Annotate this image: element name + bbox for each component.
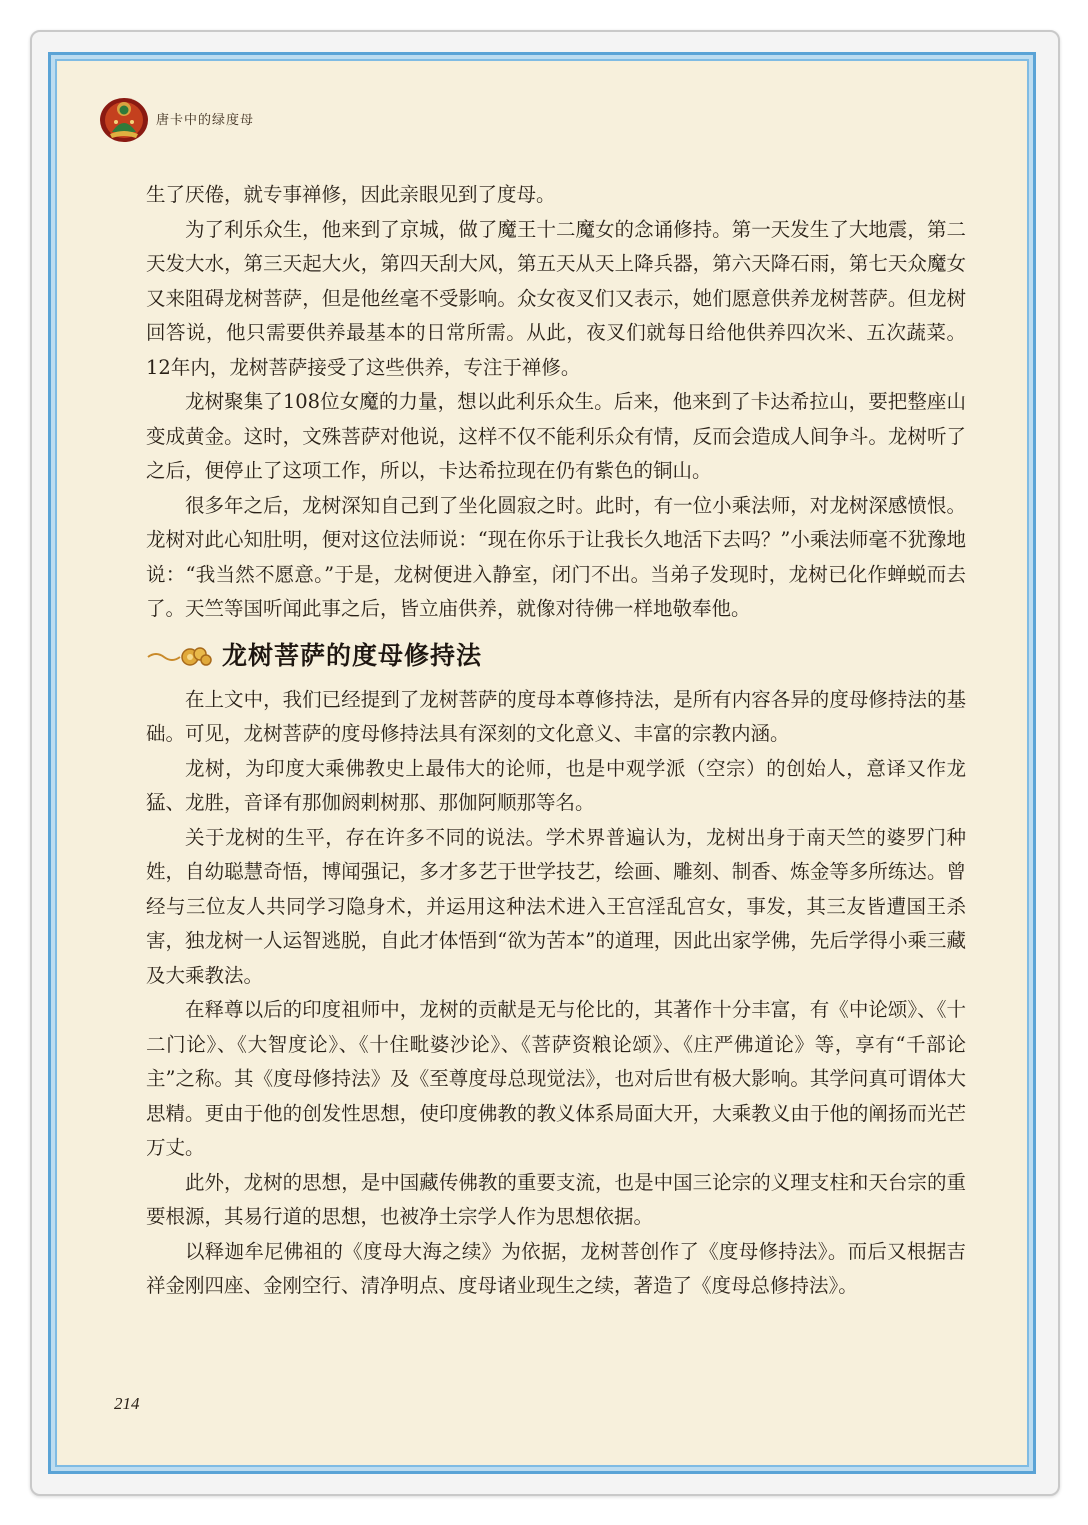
book-page (58, 62, 1026, 1464)
section-title: 龙树菩萨的度母修持法 (222, 641, 483, 671)
paragraph: 生了厌倦，就专事禅修，因此亲眼见到了度母。 (146, 183, 556, 206)
tara-thangka-icon (98, 92, 150, 144)
paragraph: 以释迦牟尼佛祖的《度母大海之续》为依据，龙树菩创作了《度母修持法》。而后又根据吉祥金刚四座、金刚空行、清净明点、度母诸业现生之续，著造了《度母总修持法》。 (146, 1239, 966, 1297)
running-header (98, 94, 254, 142)
paragraph: 关于龙树的生平，存在许多不同的说法。学术界普遍认为，龙树出身于南天竺的婆罗门种姓，自幼聪慧奇悟，博闻强记，多才多艺于世学技艺，绘画、雕刻、制香、炼金等多所练达。曾经与三位友人共同学习隐身术，并运用这种法术进入王宫淫乱宫女，事发，其三友皆遭国王杀害，独龙树一人运智逃脱，自此才体悟到“欲为苦本”的道理，因此出家学佛，先后学得小乘三藏及大乘教法。 (146, 825, 966, 987)
paragraph: 在上文中，我们已经提到了龙树菩萨的度母本尊修持法，是所有内容各异的度母修持法的基础。可见，龙树菩萨的度母修持法具有深刻的文化意义、丰富的宗教内涵。 (146, 687, 966, 745)
paragraph: 在释尊以后的印度祖师中，龙树的贡献是无与伦比的，其著作十分丰富，有《中论颂》、《十二门论》、《大智度论》、《十住毗婆沙论》、《菩萨资粮论颂》、《庄严佛道论》等，享有“千部论主”之称。其《度母修持法》及《至尊度母总现觉法》，也对后世有极大影响。其学问真可谓体大思精。更由于他的创发性思想，使印度佛教的教义体系局面大开，大乘教义由于他的阐扬而光芒万丈。 (146, 998, 966, 1159)
section-heading (146, 633, 966, 681)
paragraph: 此外，龙树的思想，是中国藏传佛教的重要支流，也是中国三论宗的义理支柱和天台宗的重要根源，其易行道的思想，也被净土宗学人作为思想依据。 (146, 1170, 966, 1228)
paragraph: 很多年之后，龙树深知自己到了坐化圆寂之时。此时，有一位小乘法师，对龙树深感愤恨。龙树对此心知肚明，便对这位法师说：“现在你乐于让我长久地活下去吗？”小乘法师毫不犹豫地说：“我当然不愿意。”于是，龙树便进入静室，闭门不出。当弟子发现时，龙树已化作蝉蜕而去了。天竺等国听闻此事之后，皆立庙供养，就像对待佛一样地敬奉他。 (146, 493, 966, 620)
cloud-ornament-icon (146, 643, 214, 671)
paragraph: 龙树聚集了108位女魔的力量，想以此利乐众生。后来，他来到了卡达希拉山，要把整座山变成黄金。这时，文殊菩萨对他说，这样不仅不能利乐众有情，反而会造成人间争斗。龙树听了之后，便停止了这项工作，所以，卡达希拉现在仍有紫色的铜山。 (146, 390, 966, 482)
paragraph: 龙树，为印度大乘佛教史上最伟大的论师，也是中观学派（空宗）的创始人，意译又作龙猛、龙胜，音译有那伽阏剌树那、那伽阿顺那等名。 (146, 756, 966, 814)
header-title: 唐卡中的绿度母 (156, 112, 255, 128)
paragraph: 为了利乐众生，他来到了京城，做了魔王十二魔女的念诵修持。第一天发生了大地震，第二天发大水，第三天起大火，第四天刮大风，第五天从天上降兵器，第六天降石雨，第七天众魔女又来阻碍龙树菩萨，但是他丝毫不受影响。众女夜叉们又表示，她们愿意供养龙树菩萨。但龙树回答说，他只需要供养最基本的日常所需。从此，夜叉们就每日给他供养四次米、五次蔬菜。12年内，龙树菩萨接受了这些供养，专注于禅修。 (146, 217, 966, 379)
body-text (146, 178, 966, 1304)
page-number: 214 (114, 1394, 140, 1413)
